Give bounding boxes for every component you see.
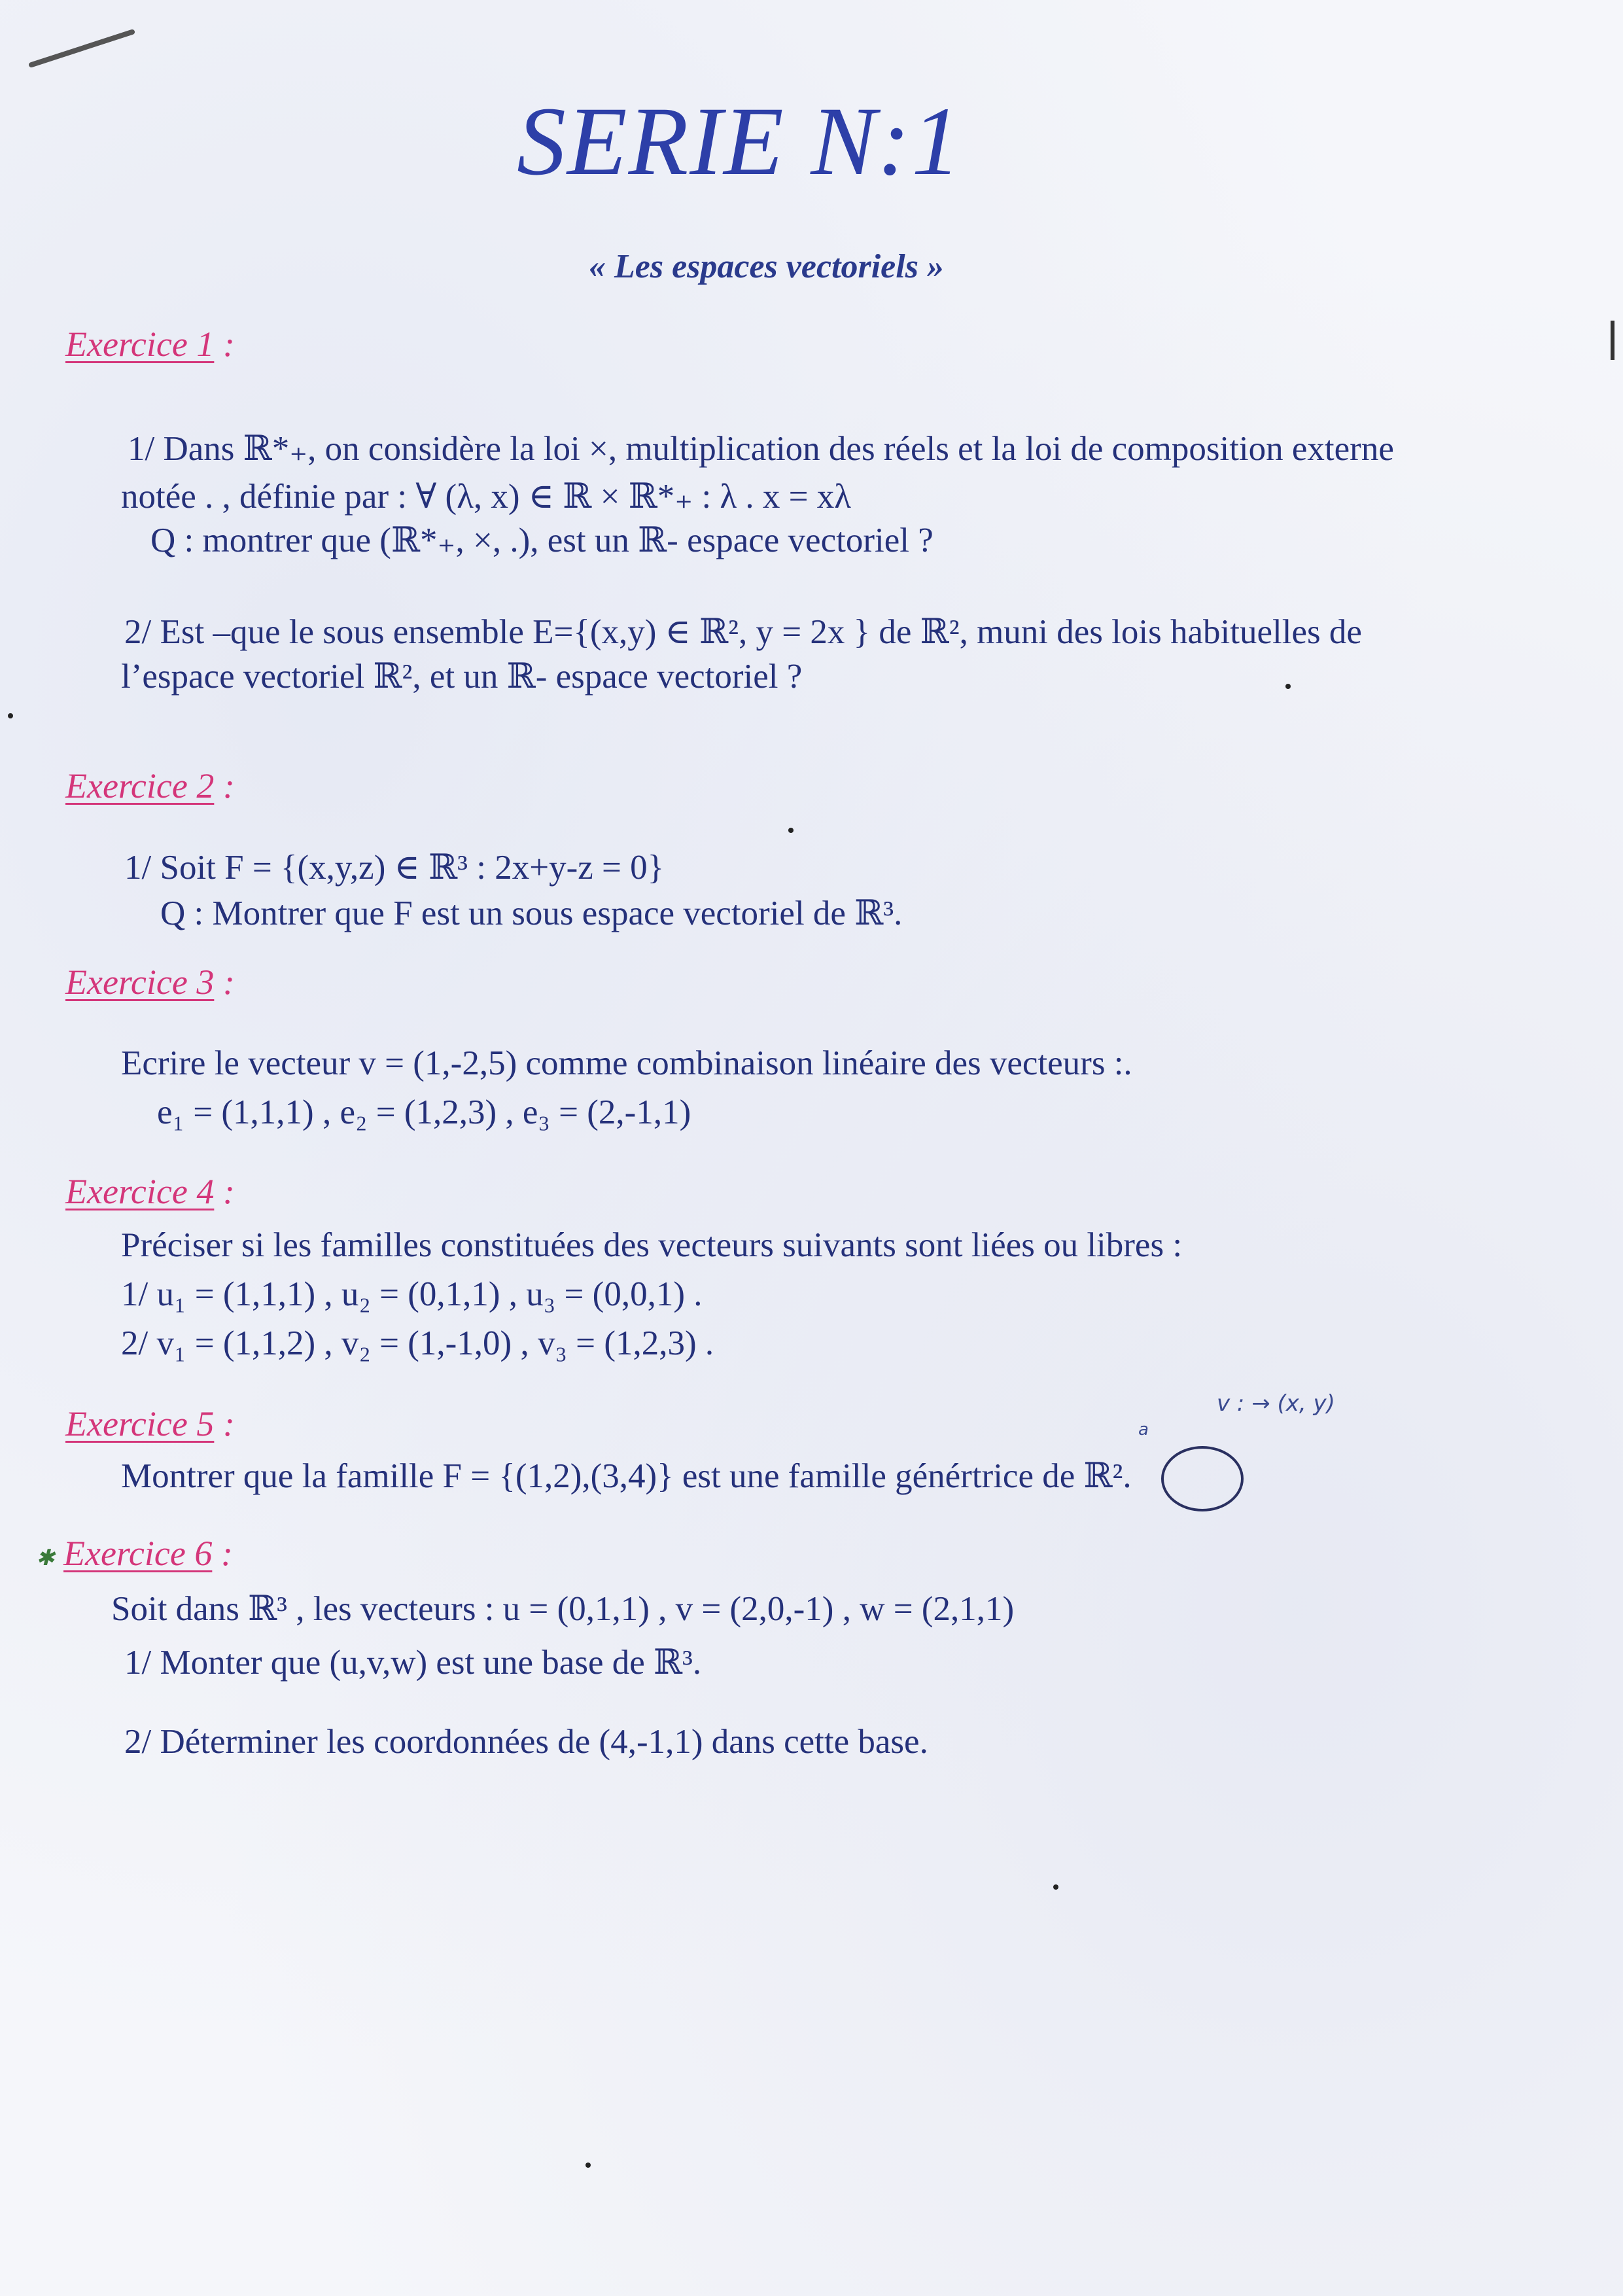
handwritten-mark: a [1138,1420,1149,1439]
exercise-4-line-2: 1/ u₁ = (1,1,1) , u₂ = (0,1,1) , u₃ = (0,0,1) . [121,1275,703,1313]
speck [1053,1884,1058,1890]
exercise-4-line-1: Préciser si les familles constituées des vecteurs suivants sont liées ou libres : [121,1226,1183,1264]
exercise-4-line-3: 2/ v₁ = (1,1,2) , v₂ = (1,-1,0) , v₃ = (1,2,3) . [121,1324,714,1362]
speck [1285,684,1291,689]
speck [8,713,13,718]
exercise-6-line-1: Soit dans ℝ³ , les vecteurs : u = (0,1,1) , v = (2,0,-1) , w = (2,1,1) [111,1590,1015,1628]
page-subtitle: « Les espaces vectoriels » [589,248,944,285]
speck [788,828,794,833]
exercise-1-line-2: notée . , définie par : ∀ (λ, x) ∈ ℝ × ℝ*₊ : λ . x = xλ [121,478,852,516]
exercise-4-heading: Exercice 4 : [65,1172,235,1211]
exercise-3-line-1: Ecrire le vecteur v = (1,-2,5) comme combinaison linéaire des vecteurs :. [121,1044,1132,1082]
exercise-1-line-5: l’espace vectoriel ℝ², et un ℝ- espace vectoriel ? [121,658,803,696]
handwritten-annotation: v : → (x, y) [1217,1390,1335,1417]
star-mark-icon: ✱ [36,1546,55,1570]
exercise-3-line-2: e₁ = (1,1,1) , e₂ = (1,2,3) , e₃ = (2,-1,1) [157,1093,691,1131]
edge-mark [1611,321,1614,360]
exercise-5-line-1: Montrer que la famille F = {(1,2),(3,4)} est une famille génértrice de ℝ². [121,1457,1132,1495]
handwritten-circle [1161,1446,1244,1511]
exercise-1-line-1: 1/ Dans ℝ*₊, on considère la loi ×, multiplication des réels et la loi de composition externe [128,430,1394,468]
exercise-2-question: Q : Montrer que F est un sous espace vectoriel de ℝ³. [160,894,903,932]
exercise-1-line-4: 2/ Est –que le sous ensemble E={(x,y) ∈ ℝ², y = 2x } de ℝ², muni des lois habituelles de [124,613,1362,651]
page-title: SERIE N:1 [517,87,962,196]
exercise-1-heading: Exercice 1 : [65,325,235,364]
exercise-1-question: Q : montrer que (ℝ*₊, ×, .), est un ℝ- espace vectoriel ? [150,521,934,559]
speck [585,2163,591,2168]
exercise-3-heading: Exercice 3 : [65,963,235,1002]
exercise-6-line-3: 2/ Déterminer les coordonnées de (4,-1,1) dans cette base. [124,1723,928,1761]
exercise-5-heading: Exercice 5 : [65,1404,235,1443]
exercise-2-line-1: 1/ Soit F = {(x,y,z) ∈ ℝ³ : 2x+y-z = 0} [124,849,665,887]
exercise-6-heading: ✱ Exercice 6 : [36,1534,233,1573]
exercise-2-heading: Exercice 2 : [65,766,235,805]
exercise-6-line-2: 1/ Monter que (u,v,w) est une base de ℝ³. [124,1644,702,1682]
